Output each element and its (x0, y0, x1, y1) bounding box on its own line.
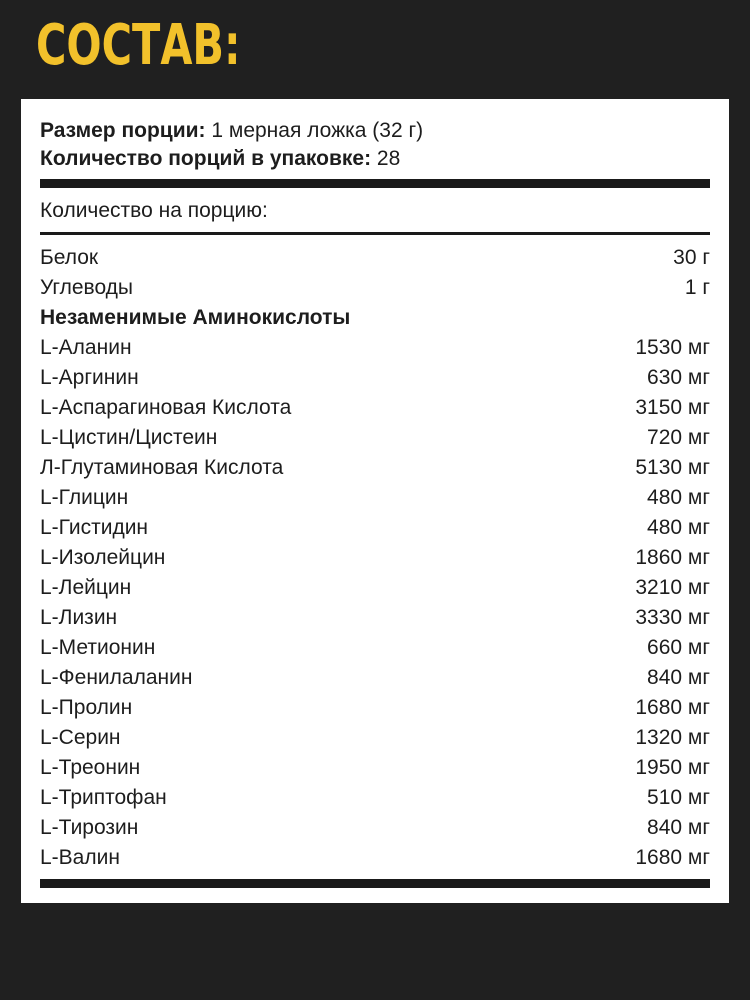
nutrient-amount: 840 мг (647, 666, 710, 689)
amino-acid-row (40, 663, 710, 693)
nutrient-amount: 660 мг (647, 636, 710, 659)
serving-size-value: 1 мерная ложка (32 г) (211, 119, 424, 142)
divider-thin (40, 232, 710, 235)
nutrient-name: L-Серин (40, 726, 121, 749)
amino-acid-row (40, 573, 710, 603)
nutrient-name: L-Лейцин (40, 576, 132, 599)
nutrient-name: L-Аргинин (40, 366, 139, 389)
nutrient-amount: 1680 мг (635, 696, 710, 719)
servings-count-label: Количество порций в упаковке: (40, 147, 372, 170)
nutrient-name: L-Изолейцин (40, 546, 166, 569)
nutrient-name: L-Фенилаланин (40, 666, 193, 689)
amino-acid-row (40, 393, 710, 423)
page-title: СОСТАВ: (36, 13, 241, 78)
servings-count-row (40, 144, 710, 174)
nutrient-name: L-Триптофан (40, 786, 167, 809)
nutrient-amount: 720 мг (647, 426, 710, 449)
nutrient-amount: 1 г (684, 276, 710, 299)
nutrient-name: L-Метионин (40, 636, 156, 659)
nutrient-amount: 630 мг (647, 366, 710, 389)
nutrient-name: Белок (40, 246, 99, 269)
amino-acid-row (40, 783, 710, 813)
amino-acid-row (40, 693, 710, 723)
nutrient-name: L-Треонин (40, 756, 141, 779)
amino-acid-row (40, 513, 710, 543)
amino-acid-row (40, 363, 710, 393)
composition-panel-inner (40, 99, 710, 903)
composition-panel (21, 99, 729, 903)
nutrient-name: L-Гистидин (40, 516, 149, 539)
nutrient-name: L-Аспарагиновая Кислота (40, 396, 292, 419)
nutrient-amount: 3210 мг (635, 576, 710, 599)
nutrient-name: L-Аланин (40, 336, 132, 359)
amino-acids-heading: Незаменимые Аминокислоты (40, 306, 351, 329)
serving-size-label: Размер порции: (40, 119, 206, 142)
nutrient-amount: 3150 мг (635, 396, 710, 419)
nutrient-amount: 3330 мг (635, 606, 710, 629)
nutrient-amount: 480 мг (647, 486, 710, 509)
nutrient-name: Углеводы (40, 276, 134, 299)
nutrient-row (40, 273, 710, 303)
nutrient-amount: 1860 мг (635, 546, 710, 569)
serving-size-row (40, 116, 710, 146)
nutrient-amount: 480 мг (647, 516, 710, 539)
nutrient-name: L-Пролин (40, 696, 133, 719)
nutrient-amount: 510 мг (647, 786, 710, 809)
per-serving-label: Количество на порцию: (40, 199, 268, 222)
nutrient-amount: 5130 мг (635, 456, 710, 479)
nutrient-row (40, 243, 710, 273)
nutrient-name: L-Глицин (40, 486, 129, 509)
nutrient-amount: 1680 мг (635, 846, 710, 869)
nutrient-name: L-Лизин (40, 606, 118, 629)
nutrient-amount: 1320 мг (635, 726, 710, 749)
amino-acid-row (40, 453, 710, 483)
nutrient-name: Л-Глутаминовая Кислота (40, 456, 284, 479)
nutrient-amount: 1530 мг (635, 336, 710, 359)
amino-acid-row (40, 483, 710, 513)
nutrient-amount: 30 г (673, 246, 710, 269)
amino-acid-row (40, 543, 710, 573)
amino-acid-row (40, 753, 710, 783)
amino-acid-row (40, 333, 710, 363)
amino-acid-row (40, 633, 710, 663)
nutrient-name: L-Валин (40, 846, 120, 869)
amino-acid-row (40, 813, 710, 843)
amino-acid-row (40, 723, 710, 753)
amino-acid-row (40, 423, 710, 453)
divider-thick-top (40, 179, 710, 188)
nutrient-amount: 1950 мг (635, 756, 710, 779)
nutrient-name: L-Цистин/Цистеин (40, 426, 218, 449)
amino-acid-row (40, 603, 710, 633)
divider-thick-bottom (40, 879, 710, 888)
servings-count-value: 28 (376, 147, 401, 170)
nutrient-amount: 840 мг (647, 816, 710, 839)
amino-acid-row (40, 843, 710, 873)
nutrient-name: L-Тирозин (40, 816, 139, 839)
